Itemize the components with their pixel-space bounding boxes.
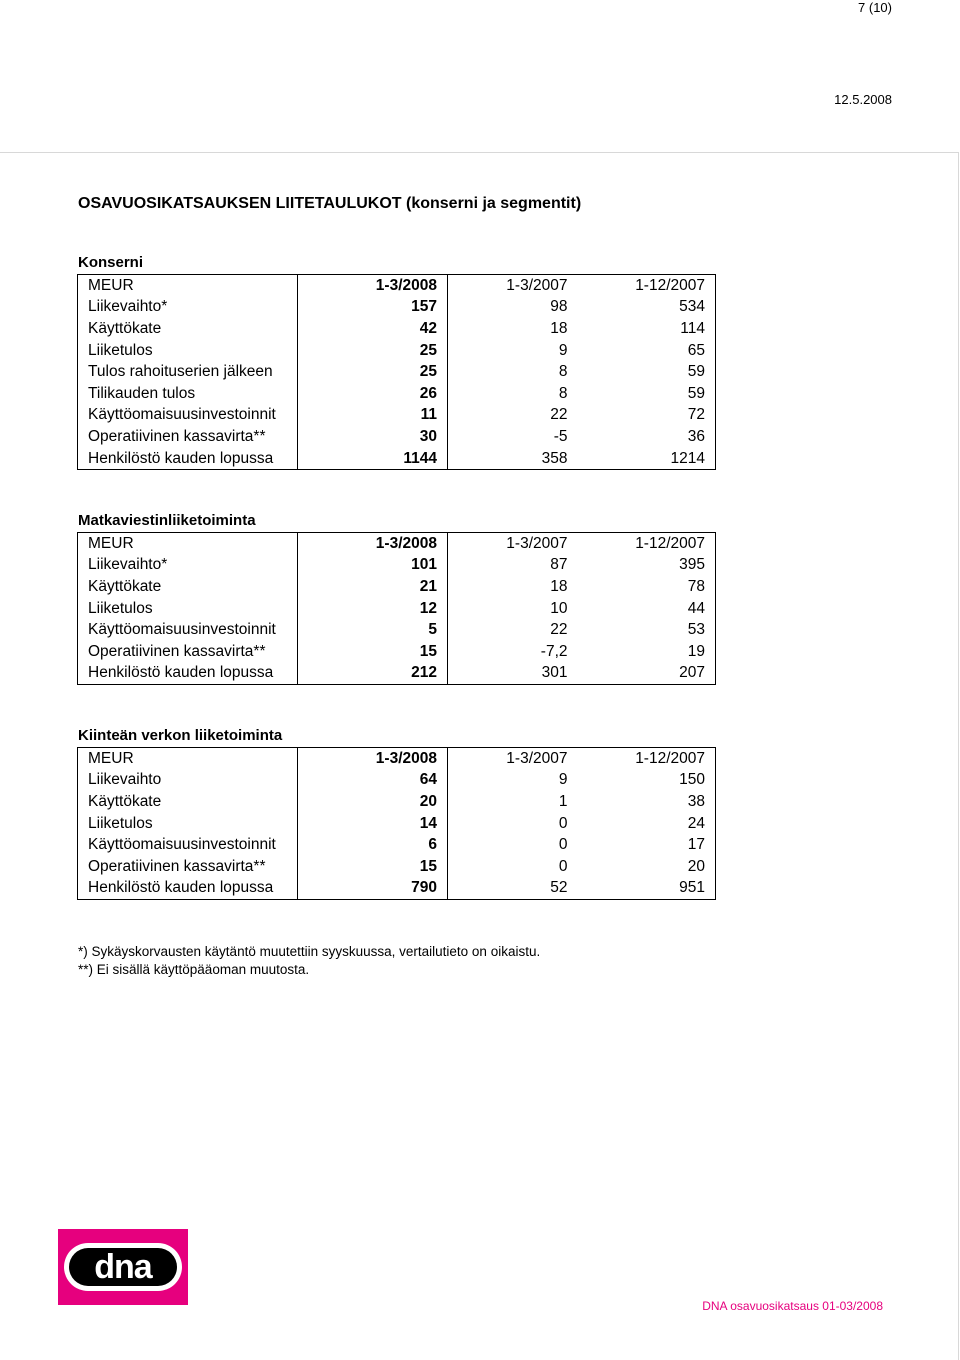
table-cell: 358 xyxy=(448,448,578,470)
table-cell: 11 xyxy=(298,405,448,427)
table-cell: 9 xyxy=(558,771,568,789)
table-cell: 395 xyxy=(578,555,716,577)
logo-text: dna xyxy=(94,1248,152,1286)
table-cell: 21 xyxy=(298,576,448,598)
table-header-row xyxy=(78,533,716,555)
section-title-matkaviestin: Matkaviestinliiketoiminta xyxy=(78,512,256,529)
table-row xyxy=(78,318,716,340)
table-row xyxy=(78,641,716,663)
table-cell: 951 xyxy=(578,878,716,900)
row-label: Käyttökate xyxy=(78,576,298,598)
row-label: Liiketulos xyxy=(78,340,298,362)
table-row xyxy=(78,770,716,792)
row-label: Henkilöstö kauden lopussa xyxy=(78,878,298,900)
table-cell: 1 xyxy=(558,792,568,810)
table-row xyxy=(78,405,716,427)
column-header: 1-3/2007 xyxy=(448,748,578,770)
table-cell: 10 xyxy=(550,599,568,617)
table-cell: 24 xyxy=(578,813,716,835)
table-row xyxy=(78,340,716,362)
table-cell: 72 xyxy=(578,405,716,427)
table-row xyxy=(78,448,716,470)
footnote-2: **) Ei sisällä käyttöpääoman muutosta. xyxy=(78,962,310,977)
table-row xyxy=(78,878,716,900)
table-row xyxy=(78,663,716,685)
table-cell: 36 xyxy=(578,426,716,448)
table-cell: 1214 xyxy=(578,448,716,470)
table-cell: 87 xyxy=(550,556,568,574)
table-row xyxy=(78,619,716,641)
table-cell: 17 xyxy=(578,834,716,856)
column-header: 1-3/2007 xyxy=(448,275,578,297)
table-cell: 22 xyxy=(550,406,568,424)
row-label: Operatiivinen kassavirta** xyxy=(78,641,298,663)
row-label: Henkilöstö kauden lopussa xyxy=(78,448,298,470)
row-label: Käyttökate xyxy=(78,318,298,340)
table-row xyxy=(78,426,716,448)
table-cell: 98 xyxy=(550,298,568,316)
table-cell: 42 xyxy=(298,318,448,340)
table-cell: 59 xyxy=(578,361,716,383)
row-label: Operatiivinen kassavirta** xyxy=(78,856,298,878)
column-header: 1-3/2007 xyxy=(448,533,578,555)
column-header: MEUR xyxy=(78,748,298,770)
table-header-row xyxy=(78,275,716,297)
table-cell: 38 xyxy=(578,791,716,813)
table-cell: 18 xyxy=(550,319,568,337)
table-cell: 30 xyxy=(298,426,448,448)
table-matkaviestin xyxy=(77,532,716,685)
table-cell: 301 xyxy=(448,663,578,685)
row-label: Käyttöomaisuusinvestoinnit xyxy=(78,405,298,427)
column-header: 1-12/2007 xyxy=(578,533,716,555)
document-title: OSAVUOSIKATSAUKSEN LIITETAULUKOT (konserni ja segmentit) xyxy=(78,195,582,212)
dna-logo-icon xyxy=(58,1229,188,1305)
row-label: Henkilöstö kauden lopussa xyxy=(78,663,298,685)
row-label: Liikevaihto* xyxy=(78,297,298,319)
table-row xyxy=(78,383,716,405)
table-kiintea-verkko xyxy=(77,747,716,900)
table-row xyxy=(78,834,716,856)
table-row xyxy=(78,813,716,835)
table-cell: 26 xyxy=(298,383,448,405)
table-row xyxy=(78,361,716,383)
column-header: MEUR xyxy=(78,275,298,297)
table-cell: -7,2 xyxy=(540,642,568,660)
column-header: 1-12/2007 xyxy=(578,275,716,297)
table-cell: 22 xyxy=(550,621,568,639)
table-cell: 52 xyxy=(448,878,578,900)
column-header: MEUR xyxy=(78,533,298,555)
row-label: Liikevaihto* xyxy=(78,555,298,577)
footer-text: DNA osavuosikatsaus 01-03/2008 xyxy=(702,1299,883,1313)
table-cell: 150 xyxy=(578,770,716,792)
column-header: 1-3/2008 xyxy=(298,275,448,297)
table-row xyxy=(78,576,716,598)
row-label: Liikevaihto xyxy=(78,770,298,792)
column-header: 1-12/2007 xyxy=(578,748,716,770)
table-cell: 1144 xyxy=(298,448,448,470)
row-label: Käyttöomaisuusinvestoinnit xyxy=(78,619,298,641)
row-label: Tilikauden tulos xyxy=(78,383,298,405)
table-cell: 212 xyxy=(298,663,448,685)
table-cell: 114 xyxy=(578,318,716,340)
table-cell: 0 xyxy=(558,814,568,832)
row-label: Tulos rahoituserien jälkeen xyxy=(78,361,298,383)
table-cell: -5 xyxy=(553,427,568,445)
dna-logo xyxy=(58,1229,188,1305)
table-cell: 20 xyxy=(298,791,448,813)
table-cell: 790 xyxy=(298,878,448,900)
table-row xyxy=(78,297,716,319)
table-cell: 0 xyxy=(558,836,568,854)
row-label: Operatiivinen kassavirta** xyxy=(78,426,298,448)
section-title-konserni: Konserni xyxy=(78,254,144,271)
table-cell: 101 xyxy=(298,555,448,577)
table-cell: 12 xyxy=(298,598,448,620)
column-header: 1-3/2008 xyxy=(298,748,448,770)
table-cell: 18 xyxy=(550,577,568,595)
table-cell: 25 xyxy=(298,361,448,383)
table-row xyxy=(78,598,716,620)
table-cell: 14 xyxy=(298,813,448,835)
footnote-1: *) Sykäyskorvausten käytäntö muutettiin syyskuussa, vertailutieto on oikaistu. xyxy=(78,944,541,959)
row-label: Liiketulos xyxy=(78,813,298,835)
table-cell: 44 xyxy=(578,598,716,620)
table-cell: 15 xyxy=(298,641,448,663)
row-label: Käyttökate xyxy=(78,791,298,813)
table-row xyxy=(78,555,716,577)
table-cell: 25 xyxy=(298,340,448,362)
table-cell: 65 xyxy=(578,340,716,362)
section-title-kiintea-verkko: Kiinteän verkon liiketoiminta xyxy=(78,727,283,744)
table-cell: 534 xyxy=(578,297,716,319)
table-header-row xyxy=(78,748,716,770)
table-cell: 9 xyxy=(558,341,568,359)
row-label: Käyttöomaisuusinvestoinnit xyxy=(78,834,298,856)
page-number: 7 (10) xyxy=(858,0,892,15)
table-cell: 15 xyxy=(298,856,448,878)
table-cell: 59 xyxy=(578,383,716,405)
table-cell: 64 xyxy=(298,770,448,792)
table-cell: 19 xyxy=(578,641,716,663)
table-cell: 0 xyxy=(558,857,568,875)
table-cell: 53 xyxy=(578,619,716,641)
table-row xyxy=(78,791,716,813)
footnotes xyxy=(78,943,540,979)
table-cell: 78 xyxy=(578,576,716,598)
column-header: 1-3/2008 xyxy=(298,533,448,555)
table-cell: 207 xyxy=(578,663,716,685)
row-label: Liiketulos xyxy=(78,598,298,620)
table-konserni xyxy=(77,274,716,470)
table-cell: 6 xyxy=(298,834,448,856)
table-cell: 8 xyxy=(558,384,568,402)
table-cell: 20 xyxy=(578,856,716,878)
table-cell: 5 xyxy=(298,619,448,641)
table-row xyxy=(78,856,716,878)
table-cell: 157 xyxy=(298,297,448,319)
table-cell: 8 xyxy=(558,363,568,381)
page-date: 12.5.2008 xyxy=(834,92,892,107)
